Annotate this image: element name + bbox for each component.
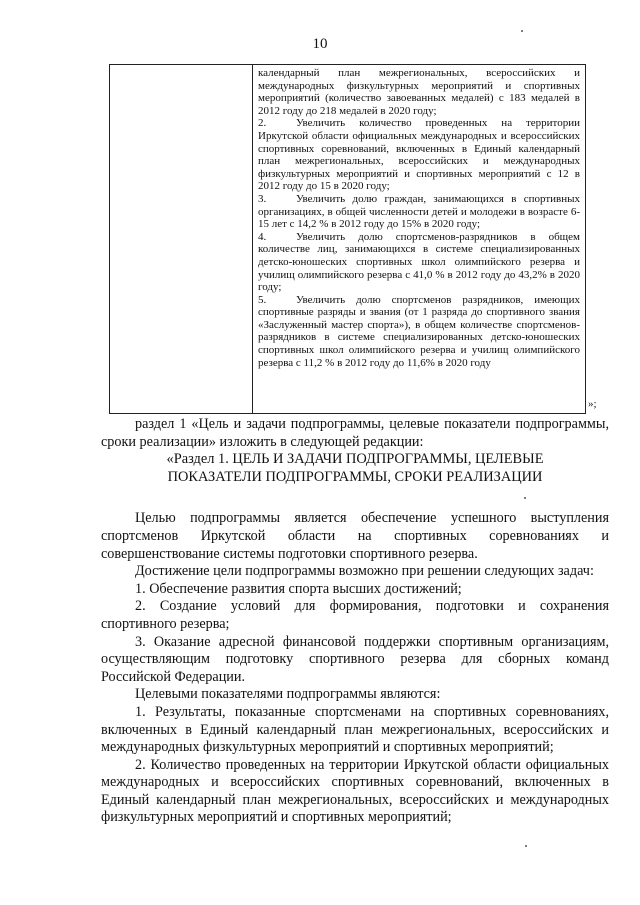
table-cell-indicators [258, 67, 580, 369]
table-item-number: 2. [258, 117, 267, 130]
table-item-number: 4. [258, 230, 267, 243]
table-item-text: Увеличить долю граждан, занимающихся в спортивных организациях, в общей численности детей и молодежи в возрасте 6-15 лет с 14,2 % в 2012 году до 15% в 2020 году; [258, 192, 580, 231]
scan-speck [525, 845, 527, 847]
task-item: 1. Обеспечение развития спорта высших достижений; [135, 580, 462, 597]
table-item-number: 3. [258, 192, 267, 205]
continuation-table [109, 64, 586, 414]
table-item-text: Увеличить долю спортсменов разрядников, имеющих спортивные разряды и звания (от 1 разряда до спортивного звания «Заслуженный мастер спорта»), в общем количестве спортсменов-разрядников в системе специализированных детско-юношеских спортивных школ олимпийского резерва и училищ олимпийского резерва с 11,2 % в 2012 году до 11,6% в 2020 году [258, 293, 580, 369]
table-list-item [258, 193, 580, 231]
amendment-paragraph: раздел 1 «Цель и задачи подпрограммы, целевые показатели подпрограммы, сроки реализации» изложить в следующей редакции: [101, 416, 609, 450]
section-heading-line-1: «Раздел 1. ЦЕЛЬ И ЗАДАЧИ ПОДПРОГРАММЫ, ЦЕЛЕВЫЕ [166, 451, 544, 468]
page-number: 10 [312, 36, 328, 52]
spacer [101, 486, 609, 510]
table-list-item [258, 231, 580, 294]
indicators-intro-paragraph: Целевыми показателями подпрограммы являются: [135, 686, 441, 703]
task-item: 2. Создание условий для формирования, подготовки и сохранения спортивного резерва; [101, 598, 609, 632]
document-body [101, 416, 609, 827]
table-item-text: Увеличить количество проведенных на территории Иркутской области официальных международных и всероссийских спортивных соревнований, включенных в Единый календарный план межрегиональных, всероссийских и международных физкультурных мероприятий и спортивных мероприятий с 12 в 2012 году до 15 в 2020 году; [258, 117, 580, 193]
scan-speck [521, 30, 523, 32]
table-item-text: Увеличить долю спортсменов-разрядников в общем количестве лиц, занимающихся в системе специализированных детско-юношеских спортивных школ олимпийского резерва и училищ олимпийского резерва с 41,0 % в 2012 году до 43,2% в 2020 году; [258, 230, 580, 294]
table-list-item [258, 294, 580, 370]
table-item-number: 5. [258, 293, 267, 306]
indicator-item: 2. Количество проведенных на территории Иркутской области официальных международных и всероссийских спортивных соревнований, включенных в Единый календарный план межрегиональных, всероссийских и международных физкультурных мероприятий и спортивных мероприятий; [101, 756, 609, 826]
tasks-intro-paragraph: Достижение цели подпрограммы возможно при решении следующих задач: [135, 563, 594, 580]
scan-speck [524, 497, 526, 499]
indicator-item: 1. Результаты, показанные спортсменами на спортивных соревнованиях, включенных в Единый календарный план межрегиональных, всероссийских и международных физкультурных мероприятий и спортивных мероприятий; [101, 703, 609, 756]
section-heading-line-2: ПОКАЗАТЕЛИ ПОДПРОГРАММЫ, СРОКИ РЕАЛИЗАЦИИ [167, 468, 543, 485]
table-column-divider [252, 65, 253, 413]
table-closing-quote: »; [588, 398, 597, 410]
table-intro-text: календарный план межрегиональных, всероссийских и международных физкультурных мероприятий и спортивных мероприятий (количество завоеванных медалей) с 183 медалей в 2012 году до 218 медалей в 2020 году; [258, 67, 580, 117]
goal-paragraph: Целью подпрограммы является обеспечение успешного выступления спортсменов Иркутской области на спортивных соревнованиях и совершенствование системы подготовки спортивного резерва. [101, 510, 609, 562]
task-item: 3. Оказание адресной финансовой поддержки спортивным организациям, осуществляющим подготовку спортивного резерва для сборных команд Российской Федерации. [101, 633, 609, 685]
table-list-item [258, 117, 580, 193]
